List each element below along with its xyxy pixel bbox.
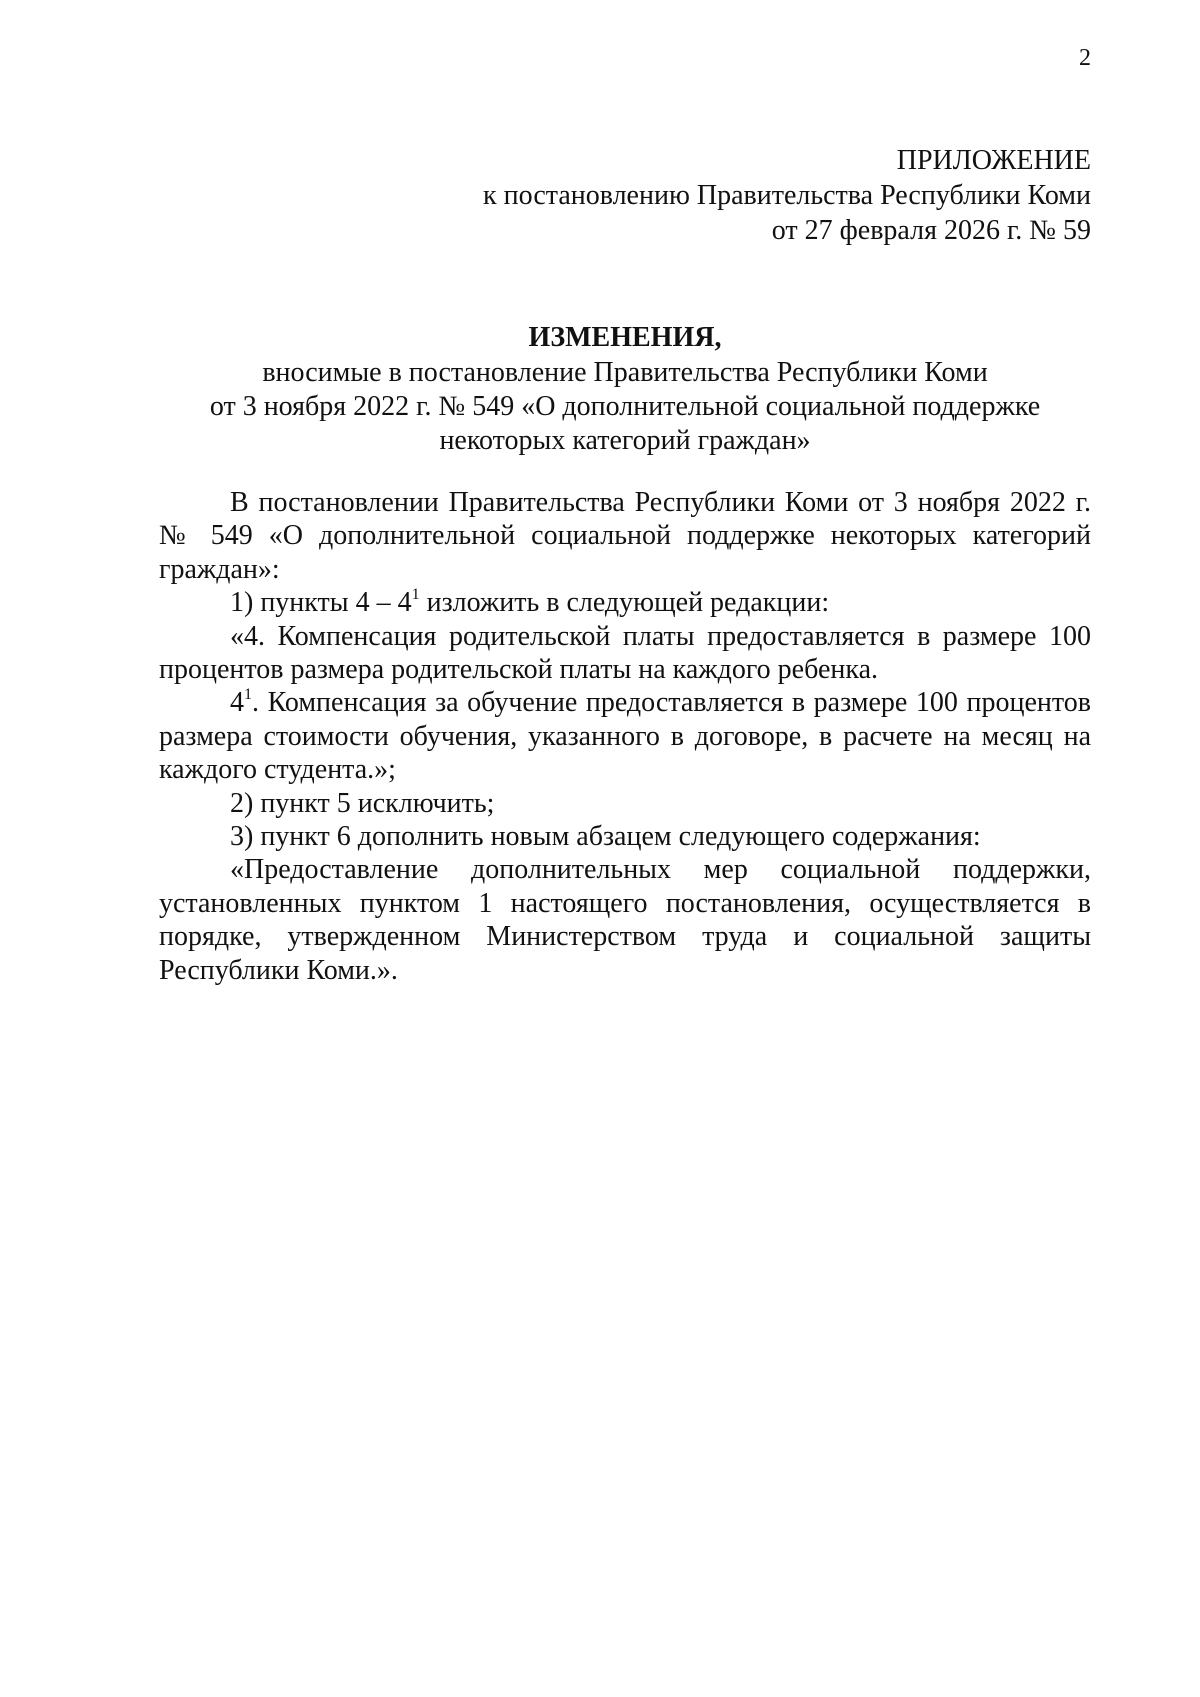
- title-line-3: некоторых категорий граждан»: [439, 425, 811, 456]
- item-3-paragraph: 3) пункт 6 дополнить новым абзацем следующего содержания:: [230, 821, 981, 853]
- document-heading: ИЗМЕНЕНИЯ,: [528, 322, 722, 353]
- appendix-line-1: к постановлению Правительства Республики Коми: [483, 180, 1091, 211]
- item-1-paragraph: [159, 586, 1091, 619]
- clause-4-1-superscript: 1: [244, 686, 252, 704]
- clause-4-paragraph: «4. Компенсация родительской платы предоставляется в размере 100 процентов размера родительской платы на каждого ребенка.: [159, 620, 1091, 686]
- appendix-label: ПРИЛОЖЕНИЕ: [896, 145, 1091, 176]
- clause-4-1-text: . Компенсация за обучение предоставляется в размере 100 процентов размера стоимости обучения, указанного в договоре, в расчете на месяц на каждого студента.»;: [159, 687, 1091, 786]
- new-paragraph: «Предоставление дополнительных мер социальной поддержки, установленных пунктом 1 настоящего постановления, осуществляется в порядке, утвержденном Министерством труда и социальной защиты Республики Коми.».: [159, 854, 1091, 986]
- item-2-paragraph: 2) пункт 5 исключить;: [230, 787, 495, 819]
- page-number: 2: [1079, 45, 1091, 71]
- title-line-1: вносимые в постановление Правительства Республики Коми: [262, 357, 988, 388]
- item-1-text: 1) пункты 4 – 4: [230, 587, 412, 619]
- item-1-superscript: 1: [411, 586, 420, 604]
- document-body: [159, 486, 1091, 987]
- title-block: [160, 320, 1090, 458]
- title-line-2: от 3 ноября 2022 г. № 549 «О дополнительной социальной поддержке: [209, 391, 1041, 422]
- appendix-line-2: от 27 февраля 2026 г. № 59: [771, 215, 1091, 246]
- intro-paragraph: В постановлении Правительства Республики Коми от 3 ноября 2022 г. № 549 «О дополнительной социальной поддержке некоторых категорий граждан»:: [159, 487, 1091, 585]
- clause-4-1-number: 4: [230, 687, 244, 719]
- clause-4-1-paragraph: [159, 686, 1091, 786]
- item-1-text-end: изложить в следующей редакции:: [419, 587, 830, 619]
- appendix-header: [483, 143, 1091, 248]
